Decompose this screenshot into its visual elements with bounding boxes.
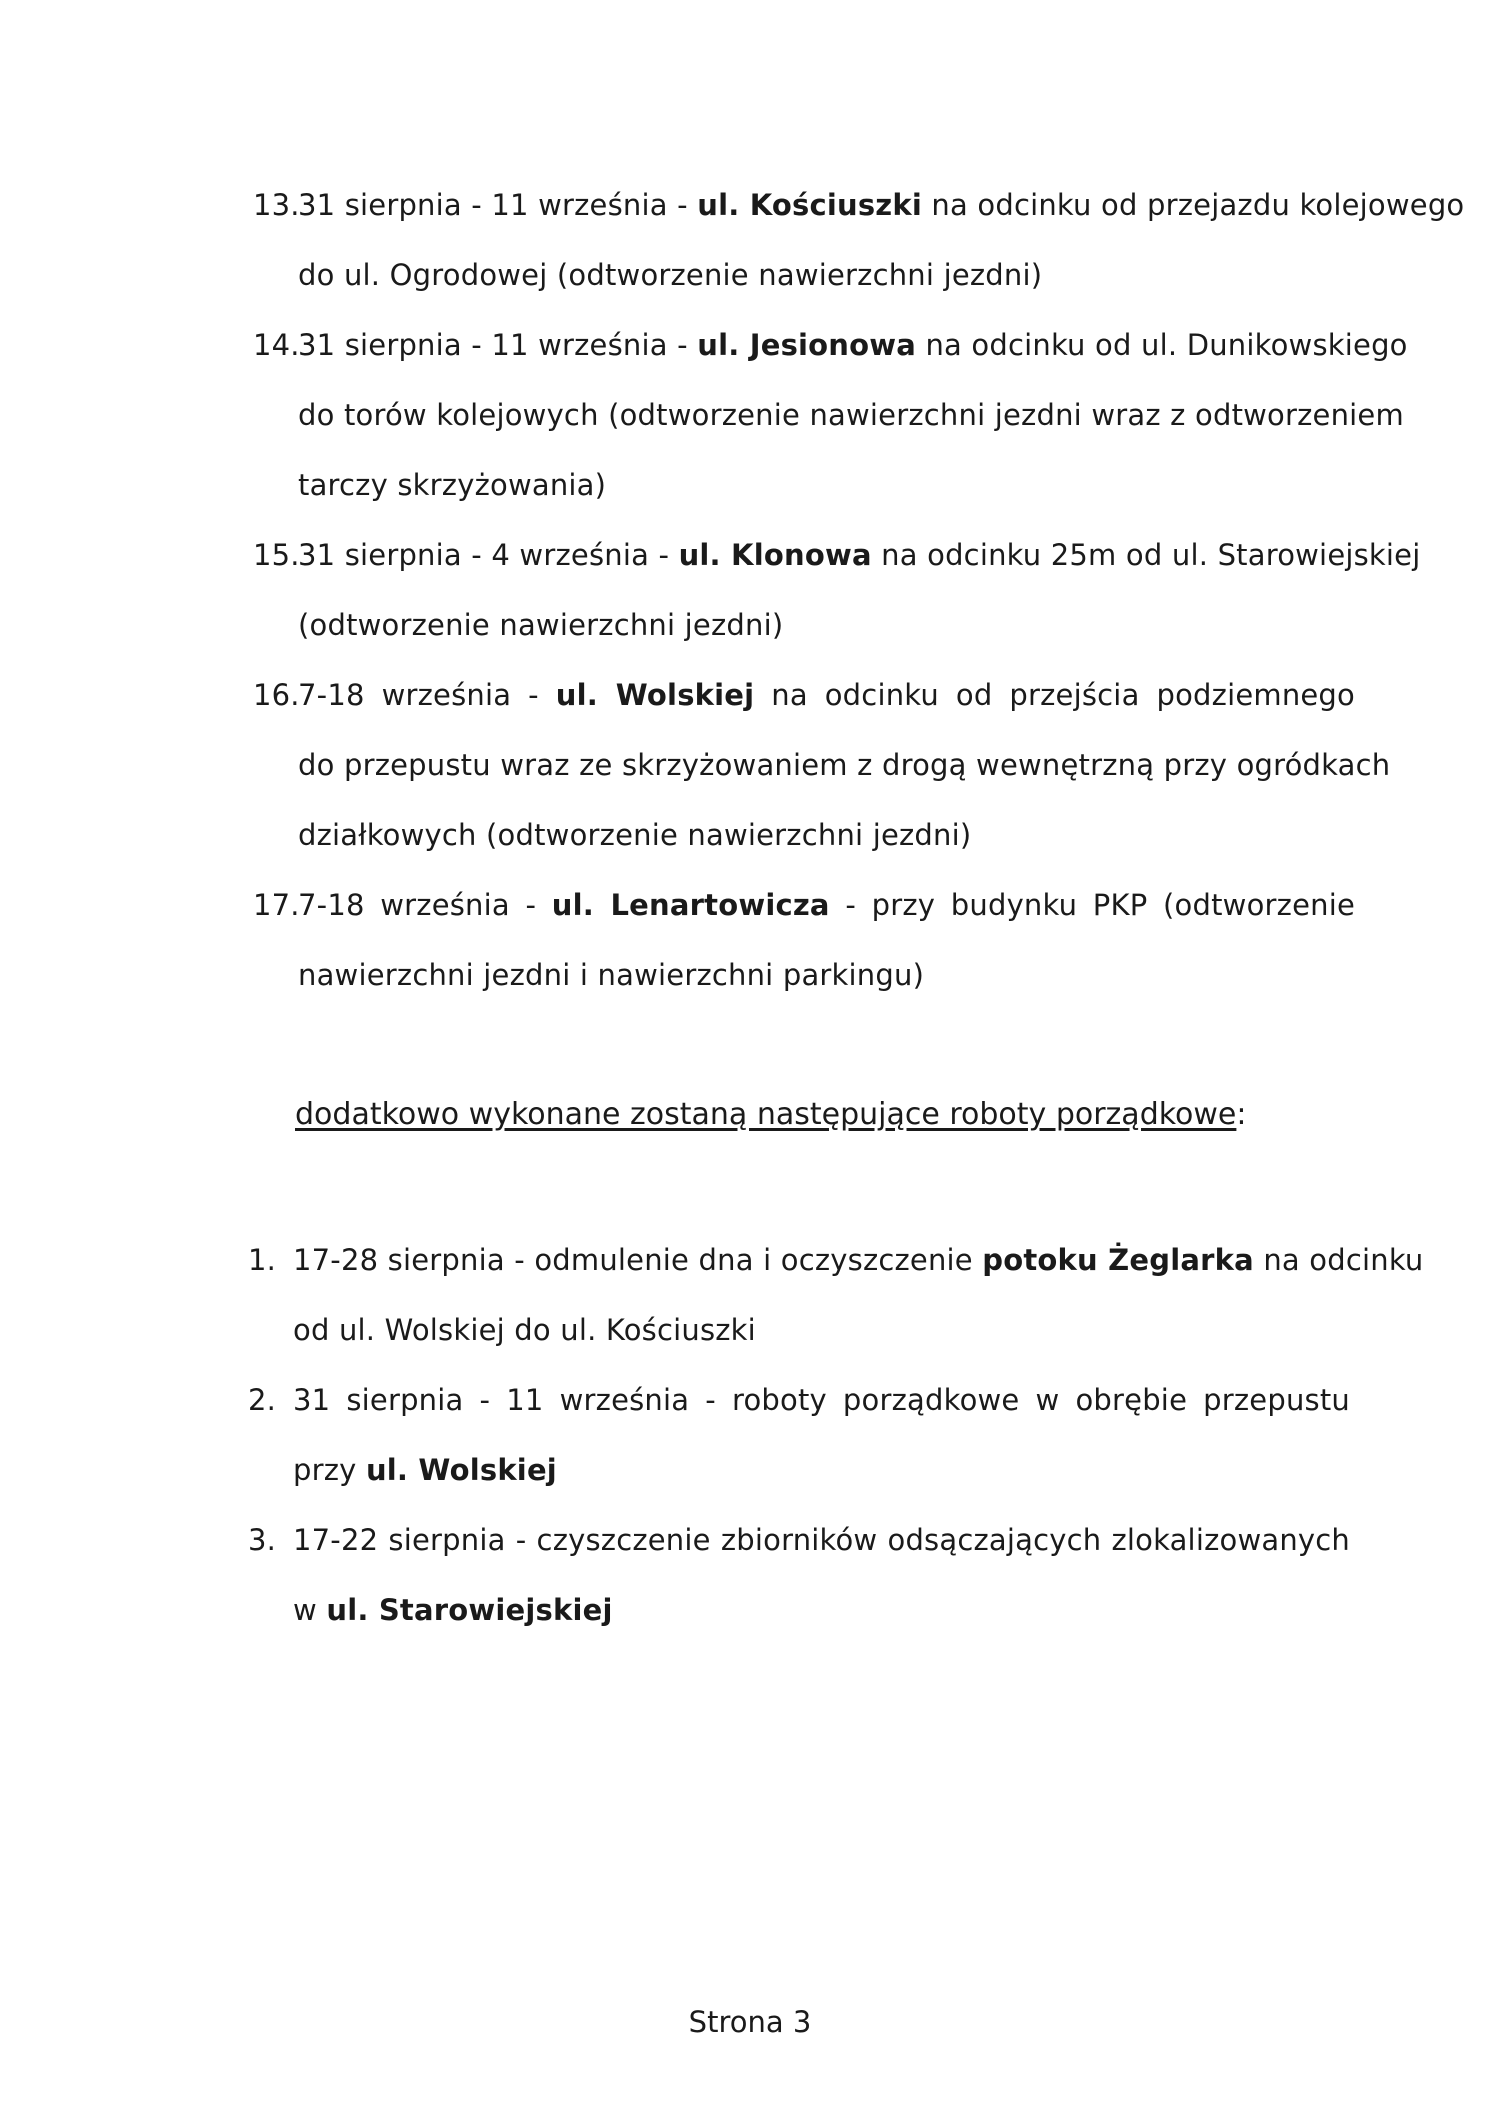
list-item-text: [293, 1225, 1424, 1365]
text-line: 7-18 września - ul. Lenartowicza - przy budynku PKP (odtworzenie: [298, 888, 1355, 922]
list-item: [253, 520, 1421, 660]
text-line: od ul. Wolskiej do ul. Kościuszki: [293, 1313, 756, 1347]
bold-street-name: ul. Klonowa: [678, 538, 872, 572]
list-item-number: 2.: [248, 1383, 277, 1417]
text-line: 17-22 sierpnia - czyszczenie zbiorników odsączających zlokalizowanych: [293, 1523, 1350, 1557]
page-number: Strona 3: [688, 2005, 812, 2039]
section-heading-text: dodatkowo wykonane zostaną następujące roboty porządkowe: [295, 1097, 1237, 1132]
text-line: 31 sierpnia - 4 września - ul. Klonowa na odcinku 25m od ul. Starowiejskiej: [298, 538, 1421, 572]
list-item: [248, 1225, 1424, 1365]
text-line: 31 sierpnia - 11 września - roboty porządkowe w obrębie przepustu: [293, 1383, 1350, 1417]
bold-street-name: ul. Wolskiej: [365, 1453, 557, 1487]
text-line: nawierzchni jezdni i nawierzchni parkingu): [298, 958, 925, 992]
list-item-text: [298, 520, 1421, 660]
text-line: do torów kolejowych (odtworzenie nawierzchni jezdni wraz z odtworzeniem: [298, 398, 1404, 432]
list-item-text: [293, 1365, 1350, 1505]
list-item: [248, 1365, 1350, 1505]
text-line: 17-28 sierpnia - odmulenie dna i oczyszczenie potoku Żeglarka na odcinku: [293, 1243, 1424, 1277]
text-line: w ul. Starowiejskiej: [293, 1593, 613, 1627]
list-item-text: [298, 310, 1408, 520]
list-item-number: 15.: [253, 538, 300, 572]
list-item: [253, 870, 1355, 1010]
bold-street-name: potoku Żeglarka: [982, 1243, 1254, 1277]
list-item: [253, 310, 1408, 520]
list-item: [253, 170, 1465, 310]
list-item-number: 17.: [253, 888, 300, 922]
list-item-text: [298, 660, 1391, 870]
text-line: działkowych (odtworzenie nawierzchni jezdni): [298, 818, 972, 852]
list-item-number: 1.: [248, 1243, 277, 1277]
list-item-number: 14.: [253, 328, 300, 362]
text-line: tarczy skrzyżowania): [298, 468, 607, 502]
bold-street-name: ul. Lenartowicza: [551, 888, 830, 922]
text-line: (odtworzenie nawierzchni jezdni): [298, 608, 784, 642]
bold-street-name: ul. Starowiejskiej: [326, 1593, 613, 1627]
text-line: 31 sierpnia - 11 września - ul. Kościuszki na odcinku od przejazdu kolejowego: [298, 188, 1465, 222]
list-item-text: [298, 870, 1355, 1010]
text-line: 31 sierpnia - 11 września - ul. Jesionowa na odcinku od ul. Dunikowskiego: [298, 328, 1408, 362]
list-item: [253, 660, 1391, 870]
list-item: [248, 1505, 1350, 1645]
bold-street-name: ul. Jesionowa: [697, 328, 917, 362]
bold-street-name: ul. Wolskiej: [555, 678, 755, 712]
list-item-number: 13.: [253, 188, 300, 222]
bold-street-name: ul. Kościuszki: [697, 188, 923, 222]
list-item-text: [298, 170, 1465, 310]
text-line: do przepustu wraz ze skrzyżowaniem z drogą wewnętrzną przy ogródkach: [298, 748, 1391, 782]
text-line: 7-18 września - ul. Wolskiej na odcinku od przejścia podziemnego: [298, 678, 1355, 712]
section-heading: [295, 1095, 1247, 1135]
text-line: do ul. Ogrodowej (odtworzenie nawierzchni jezdni): [298, 258, 1043, 292]
list-item-number: 16.: [253, 678, 300, 712]
list-item-number: 3.: [248, 1523, 277, 1557]
list-item-text: [293, 1505, 1350, 1645]
section-heading-colon: :: [1236, 1097, 1247, 1132]
text-line: przy ul. Wolskiej: [293, 1453, 557, 1487]
